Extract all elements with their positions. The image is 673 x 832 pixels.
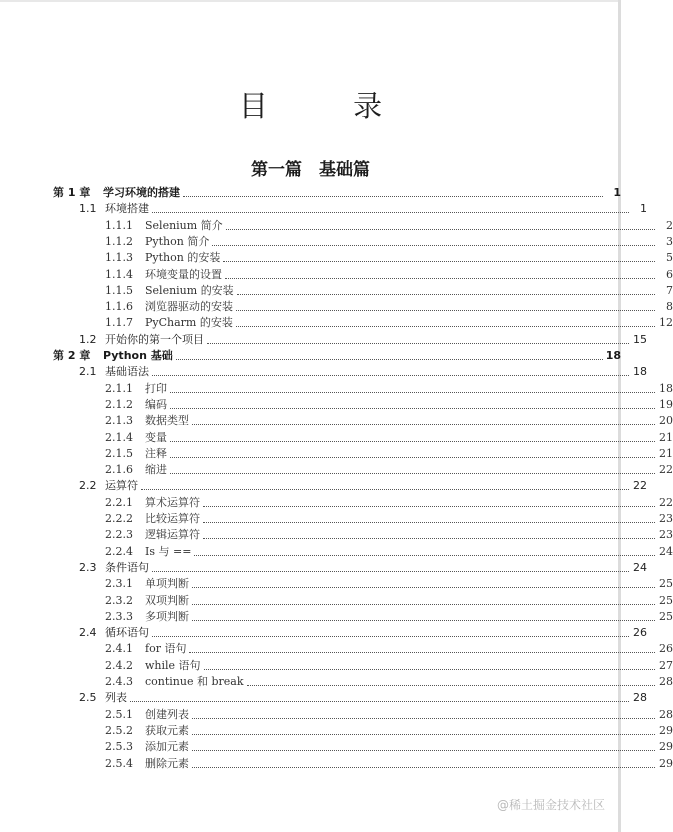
toc-entry-number: 1.1.2 (105, 234, 133, 248)
toc-leader-dots (176, 359, 603, 360)
toc-chapter-row[interactable] (0, 348, 621, 364)
toc-page-number: 24 (659, 544, 673, 558)
toc-entry-number: 1.1.1 (105, 218, 133, 232)
toc-section-row[interactable] (0, 478, 647, 494)
toc-entry-title: 基础语法 (105, 365, 149, 379)
toc-leader-dots (170, 457, 655, 458)
toc-subsection-row[interactable] (0, 397, 673, 413)
toc-page-number: 26 (633, 626, 647, 640)
toc-entry-number: 第 2 章 (53, 349, 91, 362)
toc-subsection-row[interactable] (0, 609, 673, 625)
toc-entry-title: 双项判断 (145, 593, 189, 607)
toc-page-number: 23 (659, 528, 673, 542)
toc-entry-number: 2.3.1 (105, 577, 133, 591)
toc-leader-dots (223, 261, 655, 262)
toc-leader-dots (192, 718, 655, 719)
toc-entry-number: 2.1.6 (105, 463, 133, 477)
toc-entry-number: 2.2 (79, 479, 97, 493)
toc-subsection-row[interactable] (0, 446, 673, 462)
toc-page-number: 21 (659, 446, 673, 460)
toc-leader-dots (192, 604, 655, 605)
toc-subsection-row[interactable] (0, 511, 673, 527)
toc-leader-dots (130, 701, 629, 702)
toc-subsection-row[interactable] (0, 495, 673, 511)
toc-page-number: 22 (659, 495, 673, 509)
toc-entry-title: 缩进 (145, 463, 167, 477)
toc-page-number: 28 (659, 707, 673, 721)
toc-entry-title: 算术运算符 (145, 495, 200, 509)
toc-entry-title: 逻辑运算符 (145, 528, 200, 542)
toc-page-number: 6 (666, 267, 673, 281)
toc-entry-title: 多项判断 (145, 609, 189, 623)
toc-subsection-row[interactable] (0, 267, 673, 283)
toc-subsection-row[interactable] (0, 527, 673, 543)
toc-page-number: 1 (613, 186, 621, 199)
toc-leader-dots (170, 392, 655, 393)
toc-section-row[interactable] (0, 560, 647, 576)
toc-leader-dots (152, 212, 629, 213)
toc-entry-title: 打印 (145, 381, 167, 395)
toc-leader-dots (226, 229, 655, 230)
toc-page-number: 19 (659, 397, 673, 411)
toc-leader-dots (194, 555, 655, 556)
toc-entry-title: for 语句 (145, 642, 187, 656)
toc-subsection-row[interactable] (0, 430, 673, 446)
toc-page-number: 28 (633, 691, 647, 705)
toc-page-number: 2 (666, 218, 673, 232)
toc-page-number: 3 (666, 234, 673, 248)
watermark: @稀土掘金技术社区 (496, 798, 605, 812)
toc-subsection-row[interactable] (0, 723, 673, 739)
toc-subsection-row[interactable] (0, 658, 673, 674)
toc-subsection-row[interactable] (0, 707, 673, 723)
toc-entry-number: 1.1.3 (105, 251, 133, 265)
toc-page-number: 15 (633, 332, 647, 346)
toc-entry-number: 2.1.4 (105, 430, 133, 444)
toc-leader-dots (183, 196, 603, 197)
toc-page-number: 22 (659, 463, 673, 477)
toc-subsection-row[interactable] (0, 315, 673, 331)
toc-leader-dots (170, 441, 655, 442)
toc-section-row[interactable] (0, 625, 647, 641)
toc-subsection-row[interactable] (0, 413, 673, 429)
toc-entry-number: 2.5 (79, 691, 97, 705)
toc-leader-dots (236, 310, 655, 311)
toc-leader-dots (236, 326, 655, 327)
toc-entry-number: 1.1.6 (105, 300, 133, 314)
toc-leader-dots (203, 538, 655, 539)
toc-entry-title: 删除元素 (145, 756, 189, 770)
toc-page-number: 8 (666, 300, 673, 314)
toc-chapter-row[interactable] (0, 185, 621, 201)
toc-page-number: 18 (633, 365, 647, 379)
toc-leader-dots (192, 424, 655, 425)
toc-section-row[interactable] (0, 332, 647, 348)
toc-entry-number: 2.4.3 (105, 675, 133, 688)
toc-entry-title: Python 基础 (103, 349, 173, 362)
toc-entry-title: 学习环境的搭建 (103, 186, 180, 199)
toc-page-number: 5 (666, 251, 673, 265)
toc-entry-title: continue 和 break (145, 675, 244, 688)
toc-leader-dots (192, 620, 655, 621)
toc-subsection-row[interactable] (0, 756, 673, 772)
toc-subsection-row[interactable] (0, 299, 673, 315)
toc-page-number: 12 (659, 316, 673, 330)
toc-entry-title: 条件语句 (105, 560, 149, 574)
toc-entry-number: 2.2.2 (105, 512, 133, 525)
toc-entry-number: 2.1 (79, 365, 97, 379)
toc-section-row[interactable] (0, 690, 647, 706)
toc-page-number: 28 (659, 675, 673, 688)
toc-leader-dots (170, 408, 655, 409)
part-title: 第一篇 基础篇 (251, 160, 370, 180)
toc-subsection-row[interactable] (0, 250, 673, 266)
toc-subsection-row[interactable] (0, 234, 673, 250)
toc-entry-number: 2.3.3 (105, 609, 133, 623)
toc-subsection-row[interactable] (0, 674, 673, 690)
toc-entry-number: 2.1.2 (105, 397, 133, 411)
toc-entry-title: Is 与 == (145, 544, 192, 558)
toc-entry-number: 2.1.1 (105, 381, 133, 395)
toc-entry-number: 1.2 (79, 332, 97, 346)
toc-entry-number: 2.1.3 (105, 414, 133, 428)
page-edge-top (0, 0, 621, 2)
toc-page-number: 27 (659, 658, 673, 672)
toc-page-number: 25 (659, 609, 673, 623)
toc-entry-number: 1.1.7 (105, 316, 133, 330)
toc-entry-title: 环境搭建 (105, 202, 149, 216)
toc-page-number: 18 (605, 349, 621, 362)
toc-entry-title: Selenium 简介 (145, 218, 223, 232)
toc-entry-title: 开始你的第一个项目 (105, 332, 204, 346)
toc-entry-title: 编码 (145, 397, 167, 411)
toc-entry-title: 运算符 (105, 479, 138, 493)
toc-leader-dots (152, 375, 629, 376)
toc-entry-number: 2.5.1 (105, 707, 133, 721)
toc-entry-title: Selenium 的安装 (145, 283, 234, 297)
toc-leader-dots (204, 669, 655, 670)
toc-entry-title: 环境变量的设置 (145, 267, 222, 281)
toc-subsection-row[interactable] (0, 576, 673, 592)
toc-entry-title: PyCharm 的安装 (145, 316, 233, 330)
toc-subsection-row[interactable] (0, 739, 673, 755)
toc-leader-dots (203, 522, 655, 523)
toc-entry-number: 2.5.2 (105, 723, 133, 737)
toc-entry-number: 2.3.2 (105, 593, 133, 607)
toc-subsection-row[interactable] (0, 544, 673, 560)
toc-entry-number: 2.4.1 (105, 642, 133, 656)
toc-entry-title: 注释 (145, 446, 167, 460)
toc-entry-title: 比较运算符 (145, 512, 200, 525)
toc-entry-title: while 语句 (145, 658, 201, 672)
toc-entry-number: 1.1.5 (105, 283, 133, 297)
toc-leader-dots (141, 489, 629, 490)
toc-entry-number: 2.2.1 (105, 495, 133, 509)
toc-page-number: 23 (659, 512, 673, 525)
toc-page-number: 29 (659, 723, 673, 737)
toc-entry-number: 2.2.3 (105, 528, 133, 542)
toc-entry-title: 列表 (105, 691, 127, 705)
toc-page-number: 24 (633, 560, 647, 574)
toc-entry-title: 循环语句 (105, 626, 149, 640)
toc-page-number: 20 (659, 414, 673, 428)
toc-subsection-row[interactable] (0, 462, 673, 478)
toc-entry-title: 变量 (145, 430, 167, 444)
toc-page-number: 29 (659, 740, 673, 754)
toc-subsection-row[interactable] (0, 283, 673, 299)
toc-leader-dots (247, 685, 655, 686)
toc-leader-dots (152, 571, 629, 572)
toc-subsection-row[interactable] (0, 381, 673, 397)
toc-section-row[interactable] (0, 364, 647, 380)
toc-page-number: 1 (640, 202, 647, 216)
toc-entry-number: 2.4.2 (105, 658, 133, 672)
toc-entry-title: 创建列表 (145, 707, 189, 721)
toc-entry-number: 1.1.4 (105, 267, 133, 281)
toc-entry-number: 2.5.4 (105, 756, 133, 770)
toc-entry-number: 2.5.3 (105, 740, 133, 754)
toc-leader-dots (212, 245, 655, 246)
toc-page-number: 25 (659, 593, 673, 607)
toc-page-number: 22 (633, 479, 647, 493)
toc-leader-dots (192, 587, 655, 588)
toc-entry-title: 单项判断 (145, 577, 189, 591)
toc-subsection-row[interactable] (0, 641, 673, 657)
toc-entry-number: 1.1 (79, 202, 97, 216)
toc-entry-title: 数据类型 (145, 414, 189, 428)
toc-page-number: 7 (666, 283, 673, 297)
toc-page-number: 29 (659, 756, 673, 770)
toc-leader-dots (192, 734, 655, 735)
toc-page-number: 25 (659, 577, 673, 591)
toc-leader-dots (225, 278, 655, 279)
page-title: 目 录 (238, 89, 421, 123)
toc-entry-number: 第 1 章 (53, 186, 91, 199)
toc-entry-title: 获取元素 (145, 723, 189, 737)
toc-leader-dots (152, 636, 629, 637)
toc-leader-dots (237, 294, 655, 295)
toc-leader-dots (207, 343, 629, 344)
toc-leader-dots (192, 767, 655, 768)
toc-leader-dots (192, 750, 655, 751)
toc-entry-number: 2.3 (79, 560, 97, 574)
toc-section-row[interactable] (0, 201, 647, 217)
toc-entry-title: Python 简介 (145, 234, 210, 248)
toc-page-number: 26 (659, 642, 673, 656)
toc-entry-title: 浏览器驱动的安装 (145, 300, 233, 314)
toc-subsection-row[interactable] (0, 218, 673, 234)
toc-leader-dots (170, 473, 655, 474)
toc-subsection-row[interactable] (0, 593, 673, 609)
toc-entry-number: 2.2.4 (105, 544, 133, 558)
toc-page-number: 18 (659, 381, 673, 395)
toc-entry-number: 2.4 (79, 626, 97, 640)
toc-leader-dots (189, 652, 655, 653)
toc-entry-title: 添加元素 (145, 740, 189, 754)
toc-leader-dots (203, 506, 655, 507)
toc-entry-number: 2.1.5 (105, 446, 133, 460)
toc-page-number: 21 (659, 430, 673, 444)
toc-entry-title: Python 的安装 (145, 251, 221, 265)
